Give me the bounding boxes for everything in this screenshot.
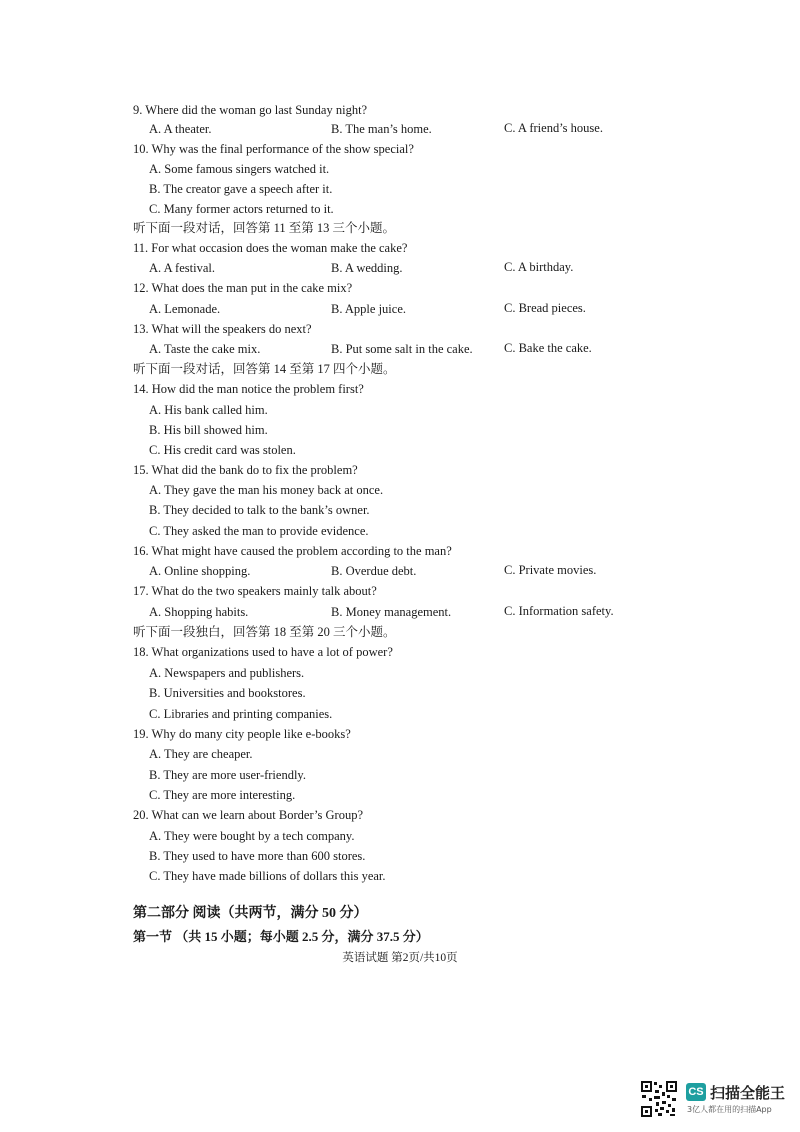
- question-15: 15. What did the bank do to fix the problem?: [133, 463, 358, 477]
- q16-option-c: C. Private movies.: [504, 563, 597, 577]
- q14-option-b: B. His bill showed him.: [149, 423, 268, 437]
- q16-option-b: B. Overdue debt.: [331, 564, 417, 578]
- q19-option-c: C. They are more interesting.: [149, 788, 296, 802]
- question-11: 11. For what occasion does the woman make the cake?: [133, 241, 408, 255]
- q18-option-c: C. Libraries and printing companies.: [149, 707, 333, 721]
- q19-option-a: A. They are cheaper.: [149, 747, 253, 761]
- q17-option-a: A. Shopping habits.: [149, 605, 249, 619]
- question-9: 9. Where did the woman go last Sunday night?: [133, 103, 368, 117]
- q12-option-a: A. Lemonade.: [149, 302, 221, 316]
- question-12: 12. What does the man put in the cake mix?: [133, 281, 353, 295]
- qr-code-icon: [640, 1080, 678, 1118]
- q9-option-c: C. A friend’s house.: [504, 121, 603, 135]
- question-17: 17. What do the two speakers mainly talk about?: [133, 584, 377, 598]
- q20-option-a: A. They were bought by a tech company.: [149, 829, 355, 843]
- q17-option-c: C. Information safety.: [504, 604, 614, 618]
- q10-option-b: B. The creator gave a speech after it.: [149, 182, 333, 196]
- q15-option-a: A. They gave the man his money back at once.: [149, 483, 384, 497]
- q20-option-c: C. They have made billions of dollars this year.: [149, 869, 386, 883]
- q18-option-b: B. Universities and bookstores.: [149, 686, 306, 700]
- instruction-18-20: 听下面一段独白，回答第 18 至第 20 三个小题。: [133, 625, 396, 639]
- question-13: 13. What will the speakers do next?: [133, 322, 312, 336]
- q10-option-a: A. Some famous singers watched it.: [149, 162, 330, 176]
- instruction-11-13: 听下面一段对话，回答第 11 至第 13 三个小题。: [133, 221, 396, 235]
- q19-option-b: B. They are more user-friendly.: [149, 768, 306, 782]
- q18-option-a: A. Newspapers and publishers.: [149, 666, 305, 680]
- q13-option-a: A. Taste the cake mix.: [149, 342, 261, 356]
- q15-option-b: B. They decided to talk to the bank’s owner.: [149, 503, 370, 517]
- q11-option-c: C. A birthday.: [504, 260, 574, 274]
- question-19: 19. Why do many city people like e-books?: [133, 727, 351, 741]
- q13-option-c: C. Bake the cake.: [504, 341, 592, 355]
- q10-option-c: C. Many former actors returned to it.: [149, 202, 334, 216]
- question-18: 18. What organizations used to have a lot of power?: [133, 645, 393, 659]
- q13-option-b: B. Put some salt in the cake.: [331, 342, 473, 356]
- q14-option-a: A. His bank called him.: [149, 403, 268, 417]
- q17-option-b: B. Money management.: [331, 605, 452, 619]
- question-16: 16. What might have caused the problem according to the man?: [133, 544, 452, 558]
- section-subtitle: 第一节 （共 15 小题；每小题 2.5 分，满分 37.5 分）: [133, 929, 429, 944]
- section-title: 第二部分 阅读（共两节，满分 50 分）: [133, 906, 368, 921]
- page-footer: 英语试题 第2页/共10页: [342, 952, 458, 964]
- q9-option-b: B. The man’s home.: [331, 122, 432, 136]
- q16-option-a: A. Online shopping.: [149, 564, 251, 578]
- watermark-title: 扫描全能王: [710, 1084, 786, 1102]
- q12-option-b: B. Apple juice.: [331, 302, 406, 316]
- camscanner-logo-icon: CS: [686, 1083, 706, 1101]
- q15-option-c: C. They asked the man to provide evidence.: [149, 524, 369, 538]
- q11-option-b: B. A wedding.: [331, 261, 403, 275]
- question-14: 14. How did the man notice the problem first?: [133, 382, 364, 396]
- q9-option-a: A. A theater.: [149, 122, 212, 136]
- q12-option-c: C. Bread pieces.: [504, 301, 586, 315]
- q20-option-b: B. They used to have more than 600 stores.: [149, 849, 366, 863]
- question-20: 20. What can we learn about Border’s Group?: [133, 808, 364, 822]
- watermark-subtitle: 3亿人都在用的扫描App: [687, 1105, 772, 1114]
- q11-option-a: A. A festival.: [149, 261, 215, 275]
- question-10: 10. Why was the final performance of the show special?: [133, 142, 414, 156]
- q14-option-c: C. His credit card was stolen.: [149, 443, 296, 457]
- instruction-14-17: 听下面一段对话，回答第 14 至第 17 四个小题。: [133, 362, 396, 376]
